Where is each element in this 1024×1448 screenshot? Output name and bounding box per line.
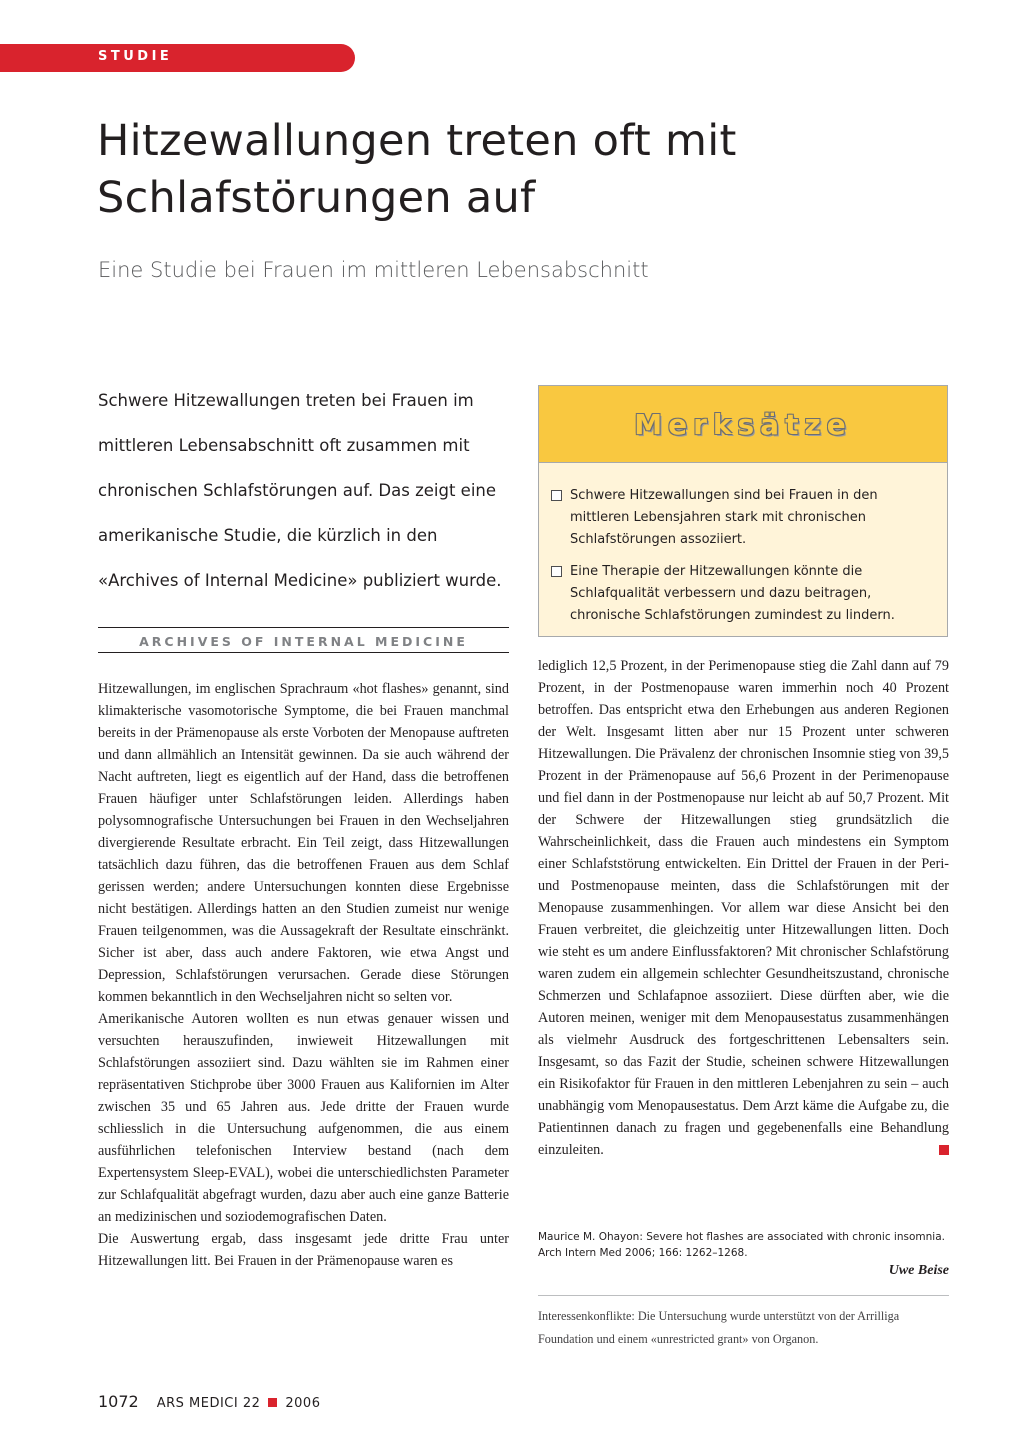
merksaetze-title: Merksätze bbox=[634, 407, 852, 441]
section-tag-bar bbox=[0, 44, 355, 72]
article-title: Hitzewallungen treten oft mit Schlafstörungen auf bbox=[97, 116, 737, 223]
body-column-left bbox=[98, 678, 509, 1272]
article-subtitle: Eine Studie bei Frauen im mittleren Lebensabschnitt bbox=[98, 258, 649, 282]
reference: Maurice M. Ohayon: Severe hot flashes are associated with chronic insomnia. Arch Intern Med 2006; 166: 1262–1268. bbox=[538, 1231, 945, 1259]
merksaetze-item bbox=[551, 561, 935, 627]
section-rule-bottom bbox=[98, 652, 509, 653]
checkbox-icon bbox=[551, 490, 562, 501]
body-paragraph-text: lediglich 12,5 Prozent, in der Perimenopause stieg die Zahl dann auf 79 Prozent, in der Postmenopause waren immerhin noch 40 Prozent betroffen. Das entspricht etwa den Erhebungen aus anderen Regionen der Welt. Insgesamt litten aber nur 15 Prozent unter schweren Hitzewallungen. Die Prävalenz der chronischen Insomnie stieg von 39,5 Prozent in der Prämenopause auf 56,6 Prozent in der Perimenopause und fiel dann in der Postmenopause nur leicht ab auf 50,7 Prozent. Mit der Schwere der Hitzewallungen stieg grundsätzlich die Wahrscheinlichkeit, dass die Frauen auch mindestens ein Symptom einer Schlafststörung entwickelten. Ein Drittel der Frauen in der Peri- und Postmenopause meinten, dass die Schlafstörungen mit der Menopause zusammenhingen. Vor allem war diese Ansicht bei den Frauen verbreitet, die gleichzeitig unter Hitzewallungen litten. Doch wie steht es um andere Einflussfaktoren? Mit chronischer Schlafstörung waren zudem ein allgemein schlechter Gesundheitszustand, chronische Schmerzen und Schlafapnoe assoziiert. Diese dürften aber, wie die Autoren meinen, weniger mit dem Menopausestatus zusammenhängen als vielmehr Ausdruck des fortgeschrittenen Lebensalters sein. Insgesamt, so das Fazit der Studie, scheinen schwere Hitzewallungen ein Risikofaktor für Frauen in den mittleren Lebenjahren zu sein – auch unabhängig vom Menopausestatus. Dem Arzt käme die Aufgabe zu, die Patientinnen danach zu fragen und gegebenenfalls eine Behandlung einzuleiten. bbox=[538, 658, 949, 1158]
body-paragraph bbox=[538, 655, 949, 1161]
conflicts-rule bbox=[538, 1295, 949, 1296]
body-column-right bbox=[538, 655, 949, 1161]
section-tag: STUDIE bbox=[98, 49, 173, 64]
page-footer bbox=[98, 1392, 320, 1411]
page-number: 1072 bbox=[98, 1392, 139, 1411]
source-heading: ARCHIVES OF INTERNAL MEDICINE bbox=[139, 634, 468, 649]
conflicts-note: Interessenkonflikte: Die Untersuchung wurde unterstützt von der Arrilliga Foundation und einem «unrestricted grant» von Organon. bbox=[538, 1309, 900, 1346]
merksaetze-item bbox=[551, 485, 935, 551]
body-paragraph: Hitzewallungen, im englischen Sprachraum «hot flashes» genannt, sind klimakterische vasomotorische Symptome, die bei Frauen manchmal bereits in der Prämenopause als erste Vorboten der Menopause auftreten und dann allmählich an Intensität gewinnen. Da sie auch während der Nacht auftreten, liegt es eigentlich auf der Hand, dass die betroffenen Frauen häufiger unter Schlafstörungen leiden. Allerdings haben polysomnografische Untersuchungen bei Frauen in den Wechseljahren divergierende Resultate erbracht. Ein Teil zeigt, dass Hitzewallungen tatsächlich dazu führen, das die betroffenen Frauen aus dem Schlaf gerissen werden; andere Untersuchungen konnten diese Ergebnisse nicht bestätigen. Allerdings hatten an den Studien zumeist nur wenige Frauen teilgenommen, was die Aussagekraft der Resultate einschränkt. Sicher ist aber, dass auch andere Faktoren, wie etwa Angst und Depression, Schlafstörungen verursachen. Gerade diese Störungen kommen bekanntlich in den Wechseljahren nicht so selten vor. bbox=[98, 681, 509, 1005]
merksaetze-list bbox=[539, 463, 947, 627]
merksaetze-item-text: Schwere Hitzewallungen sind bei Frauen in den mittleren Lebensjahren stark mit chronischen Schlafstörungen assoziiert. bbox=[570, 488, 878, 547]
body-paragraph: Die Auswertung ergab, dass insgesamt jede dritte Frau unter Hitzewallungen litt. Bei Frauen in der Prämenopause waren es bbox=[98, 1231, 509, 1269]
issue-year: 2006 bbox=[285, 1396, 321, 1411]
end-mark-icon bbox=[939, 1145, 949, 1155]
body-paragraph: Amerikanische Autoren wollten es nun etwas genauer wissen und versuchten herauszufinden, inwieweit Hitzewallungen mit Schlafstörungen assoziiert sind. Dazu wählten sie im Rahmen einer repräsentativen Stichprobe über 3000 Frauen aus Kalifornien im Alter zwischen 35 und 65 Jahren aus. Jede dritte der Frauen wurde schliesslich in die Untersuchung aufgenommen, die aus einem ausführlichen telefonischen Interview bestand (nach dem Expertensystem Sleep-EVAL), wobei die unterschiedlichsten Parameter zur Schlafqualität abgefragt wurden, dazu aber auch eine ganze Batterie an medizinischen und soziodemografischen Daten. bbox=[98, 1011, 509, 1225]
merksaetze-item-text: Eine Therapie der Hitzewallungen könnte die Schlafqualität verbessern und dazu beitragen, chronische Schlafstörungen zumindest zu lindern. bbox=[570, 564, 895, 623]
lead-paragraph: Schwere Hitzewallungen treten bei Frauen im mittleren Lebensabschnitt oft zusammen mit chronischen Schlafstörungen auf. Das zeigt eine amerikanische Studie, die kürzlich in den «Archives of Internal Medicine» publiziert wurde. bbox=[98, 391, 502, 590]
square-bullet-icon bbox=[268, 1398, 277, 1407]
merksaetze-box bbox=[538, 385, 948, 637]
checkbox-icon bbox=[551, 566, 562, 577]
merksaetze-header bbox=[539, 386, 947, 463]
journal-name: ARS MEDICI 22 bbox=[156, 1396, 261, 1411]
author-name: Uwe Beise bbox=[888, 1263, 949, 1278]
section-rule-top bbox=[98, 627, 509, 628]
